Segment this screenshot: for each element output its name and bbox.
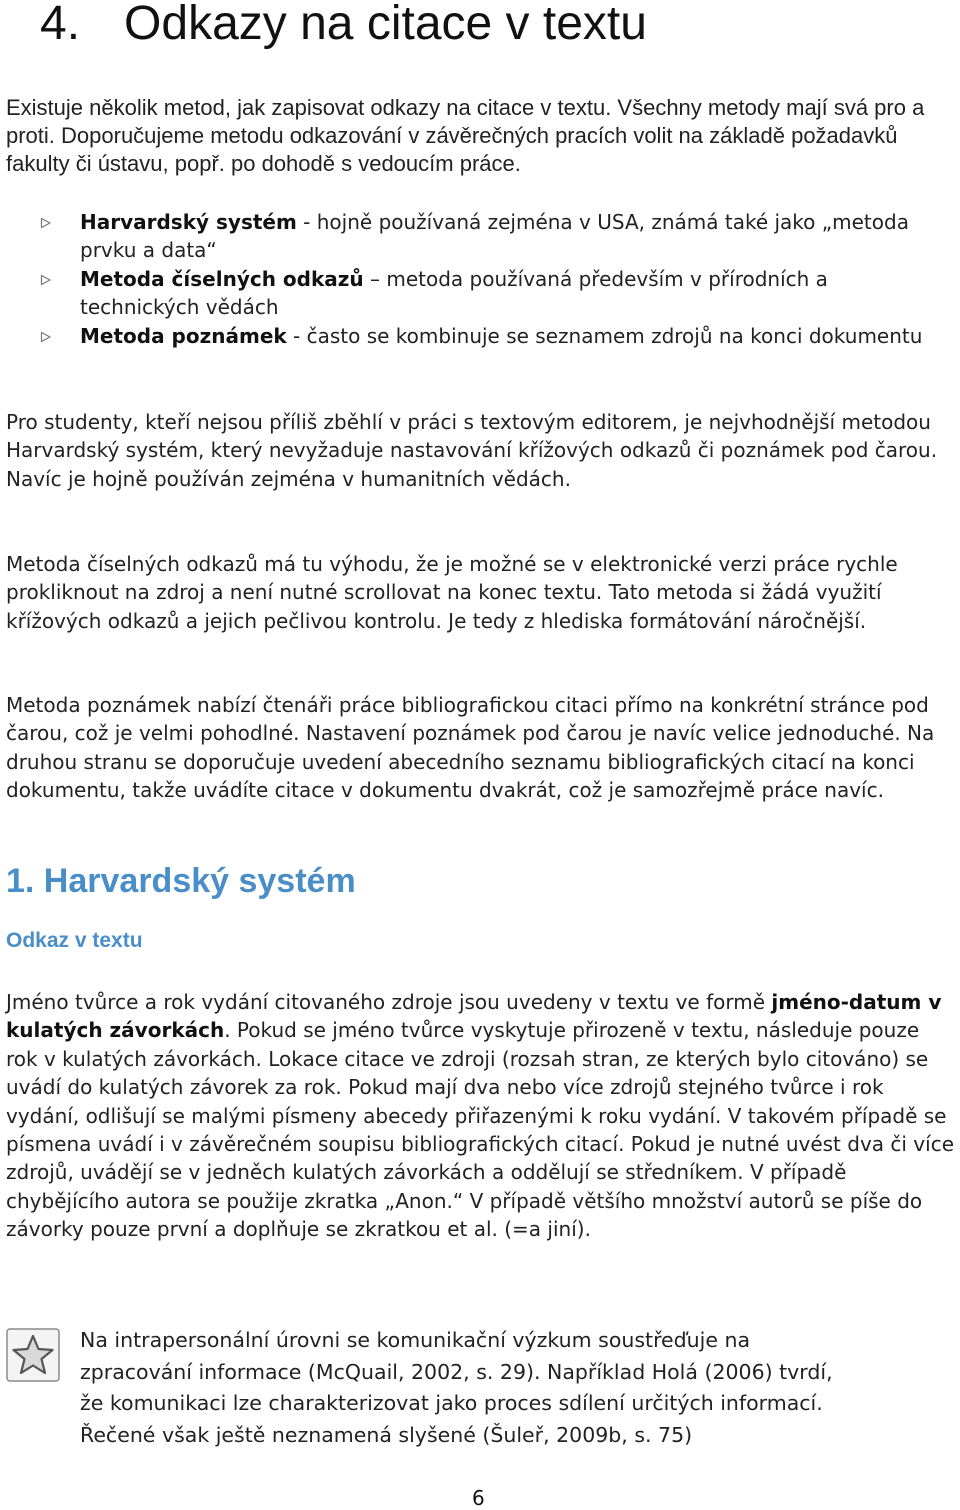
list-item	[40, 322, 945, 350]
chapter-number: 4.	[40, 0, 81, 50]
star-icon	[4, 1326, 62, 1384]
example-line: Na intrapersonální úrovni se komunikační výzkum soustřeďuje na	[80, 1328, 751, 1352]
methods-list	[40, 208, 945, 351]
intro-paragraph: Existuje několik metod, jak zapisovat odkazy na citace v textu. Všechny metody mají svá pro a proti. Doporučujeme metodu odkazování v závěrečných pracích volit na základě požadavků fakulty či ústavu, popř. po dohodě s vedoucím práce.	[6, 95, 925, 176]
chapter-title: Odkazy na citace v textu	[124, 0, 647, 50]
example-line: že komunikaci lze charakterizovat jako proces sdílení určitých informací.	[80, 1391, 823, 1415]
example-line: Řečené však ještě neznamená slyšené (Šuleř, 2009b, s. 75)	[80, 1422, 693, 1447]
example-line: zpracování informace (McQuail, 2002, s. 29). Například Holá (2006) tvrdí,	[80, 1359, 833, 1384]
list-item	[40, 265, 945, 321]
paragraph-students: Pro studenty, kteří nejsou příliš zběhlí v práci s textovým editorem, je nejvhodnější metodou Harvardský systém, který nevyžaduje nastavování křížových odkazů či poznámek pod čarou. Navíc je hojně používán zejména v humanitních vědách.	[6, 410, 938, 491]
method-name: Harvardský systém	[80, 210, 297, 234]
paragraph-notes-method: Metoda poznámek nabízí čtenáři práce bibliografickou citaci přímo na konkrétní stránce pod čarou, což je velmi pohodlné. Nastavení poznámek pod čarou je navíc velice jednoduché. Na druhou stranu se doporučuje uvedení abecedního seznamu bibliografických citací na konci dokumentu, takže uvádíte citace v dokumentu dvakrát, což je samozřejmě práce navíc.	[6, 693, 935, 803]
method-name: Metoda číselných odkazů	[80, 267, 364, 291]
section-subtitle: Odkaz v textu	[6, 929, 143, 952]
page-number: 6	[472, 1486, 485, 1510]
section-title: 1. Harvardský systém	[6, 862, 356, 900]
paragraph-harvard-rules	[6, 988, 956, 1244]
harvard-text-start: Jméno tvůrce a rok vydání citovaného zdroje jsou uvedeny v textu ve formě	[6, 990, 772, 1014]
method-description: – metoda používaná především v přírodních a technických vědách	[80, 267, 828, 319]
paragraph-numeric-method: Metoda číselných odkazů má tu výhodu, že je možné se v elektronické verzi práce rychle prokliknout na zdroj a není nutné scrollovat na konec textu. Tato metoda si žádá využití křížových odkazů a jejich pečlivou kontrolu. Je tedy z hlediska formátování náročnější.	[6, 552, 898, 633]
harvard-text-rest: . Pokud se jméno tvůrce vyskytuje přirozeně v textu, následuje pouze rok v kulatých závorkách. Lokace citace ve zdroji (rozsah stran, ze kterých bylo citováno) se uvádí do kulatých závorek za rok. Pokud mají dva nebo více zdrojů stejného tvůrce i rok vydání, odlišují se malými písmeny abecedy přiřazenými k roku vydání. V takovém případě se písmena uvádí i v závěrečném soupisu bibliografických citací. Pokud je nutné uvést dva či více zdrojů, uvádějí se v jedněch kulatých závorkách a oddělují se středníkem. V případě chybějícího autora se použije zkratka „Anon.“ V případě většího množství autorů se píše do závorky pouze první a doplňuje se zkratkou et al. (=a jiní).	[6, 1018, 954, 1242]
list-item	[40, 208, 945, 264]
method-description: - hojně používaná zejména v USA, známá také jako „metoda prvku a data“	[80, 210, 909, 262]
arrow-bullet-icon	[40, 331, 52, 343]
method-name: Metoda poznámek	[80, 324, 287, 348]
harvard-emphasis: jméno-datum v kulatých závorkách	[6, 990, 942, 1043]
arrow-bullet-icon	[40, 217, 52, 229]
citation-example	[80, 1325, 950, 1451]
method-description: - často se kombinuje se seznamem zdrojů na konci dokumentu	[286, 324, 923, 348]
arrow-bullet-icon	[40, 274, 52, 286]
chapter-heading	[40, 0, 647, 51]
